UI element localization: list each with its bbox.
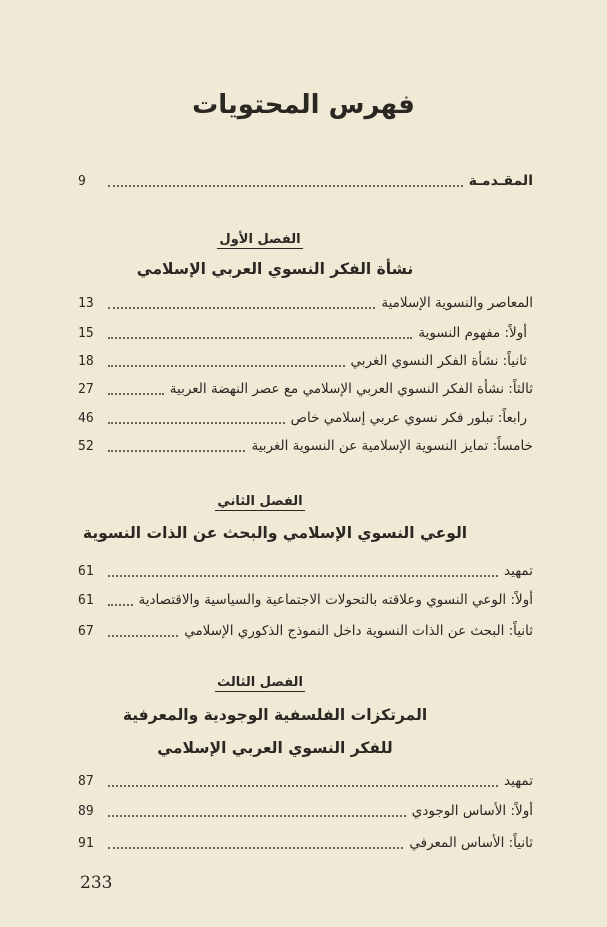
- page-number: 233: [80, 873, 113, 893]
- toc-entry-page: 61: [78, 593, 94, 608]
- page-title: فهرس المحتويات: [192, 90, 415, 120]
- toc-entry[interactable]: [78, 560, 533, 582]
- dot-leader: [108, 450, 245, 452]
- toc-entry-page: 9: [78, 174, 86, 189]
- toc-entry[interactable]: [78, 770, 533, 792]
- toc-entry-page: 61: [78, 564, 94, 579]
- toc-entry-page: 52: [78, 439, 94, 454]
- chapter-3-label: الفصل الثالث: [217, 675, 303, 690]
- dot-leader: [108, 185, 463, 187]
- toc-entry-label: المعاصر والنسوية الإسلامية: [381, 295, 533, 311]
- toc-entry-page: 46: [78, 411, 94, 426]
- toc-entry[interactable]: [78, 407, 533, 429]
- toc-entry-label: أولاً: الوعي النسوي وعلاقته بالتحولات الاجتماعية والسياسية والاقتصادية: [138, 592, 533, 608]
- toc-entry-page: 13: [78, 296, 94, 311]
- dot-leader: [108, 847, 403, 849]
- dot-leader: [108, 635, 178, 637]
- toc-entry-page: 67: [78, 624, 94, 639]
- toc-entry[interactable]: [78, 350, 533, 372]
- toc-entry-page: 18: [78, 354, 94, 369]
- dot-leader: [108, 337, 412, 339]
- chapter-2-title: الوعي النسوي الإسلامي والبحث عن الذات النسوية: [82, 524, 468, 542]
- toc-entry-label: المقـدمـة: [468, 173, 533, 189]
- dot-leader: [108, 307, 375, 309]
- chapter-1-label: الفصل الأول: [219, 232, 301, 247]
- toc-entry-page: 87: [78, 774, 94, 789]
- toc-entry-label: تمهيد: [504, 563, 533, 579]
- toc-entry-label: رابعاً: تبلور فكر نسوي عربي إسلامي خاص: [290, 410, 527, 426]
- toc-entry-page: 27: [78, 382, 94, 397]
- toc-entry-label: ثانياً: نشأة الفكر النسوي الغربي: [350, 353, 527, 369]
- toc-entry-introduction[interactable]: [78, 170, 533, 192]
- toc-entry[interactable]: [78, 589, 533, 611]
- dot-leader: [108, 604, 133, 606]
- toc-entry-page: 15: [78, 326, 94, 341]
- chapter-2-label: الفصل الثاني: [217, 494, 303, 509]
- dot-leader: [108, 422, 285, 424]
- toc-entry[interactable]: [78, 832, 533, 854]
- toc-entry-label: خامساً: تمايز النسوية الإسلامية عن النسوية الغربية: [251, 438, 533, 454]
- chapter-3-title-line2: للفكر النسوي العربي الإسلامي: [157, 739, 393, 757]
- dot-leader: [108, 393, 164, 395]
- toc-entry-label: تمهيد: [504, 773, 533, 789]
- dot-leader: [108, 815, 406, 817]
- toc-entry[interactable]: [78, 378, 533, 400]
- toc-entry-label: ثانياً: الأساس المعرفي: [409, 835, 533, 851]
- toc-entry-page: 91: [78, 836, 94, 851]
- dot-leader: [108, 785, 498, 787]
- toc-entry[interactable]: [78, 292, 533, 314]
- dot-leader: [108, 575, 498, 577]
- toc-entry[interactable]: [78, 800, 533, 822]
- toc-entry-label: أولاً: الأساس الوجودي: [411, 803, 533, 819]
- chapter-3-title-line1: المرتكزات الفلسفية الوجودية والمعرفية: [122, 706, 428, 724]
- toc-entry-label: أولاً: مفهوم النسوية: [418, 325, 527, 341]
- toc-entry-label: ثانياً: البحث عن الذات النسوية داخل النموذج الذكوري الإسلامي: [184, 623, 533, 639]
- toc-entry[interactable]: [78, 322, 533, 344]
- toc-entry[interactable]: [78, 620, 533, 642]
- toc-entry-label: ثالثاً: نشأة الفكر النسوي العربي الإسلامي مع عصر النهضة العربية: [169, 381, 533, 397]
- toc-entry[interactable]: [78, 435, 533, 457]
- chapter-1-title: نشأة الفكر النسوي العربي الإسلامي: [136, 260, 414, 278]
- toc-entry-page: 89: [78, 804, 94, 819]
- dot-leader: [108, 365, 345, 367]
